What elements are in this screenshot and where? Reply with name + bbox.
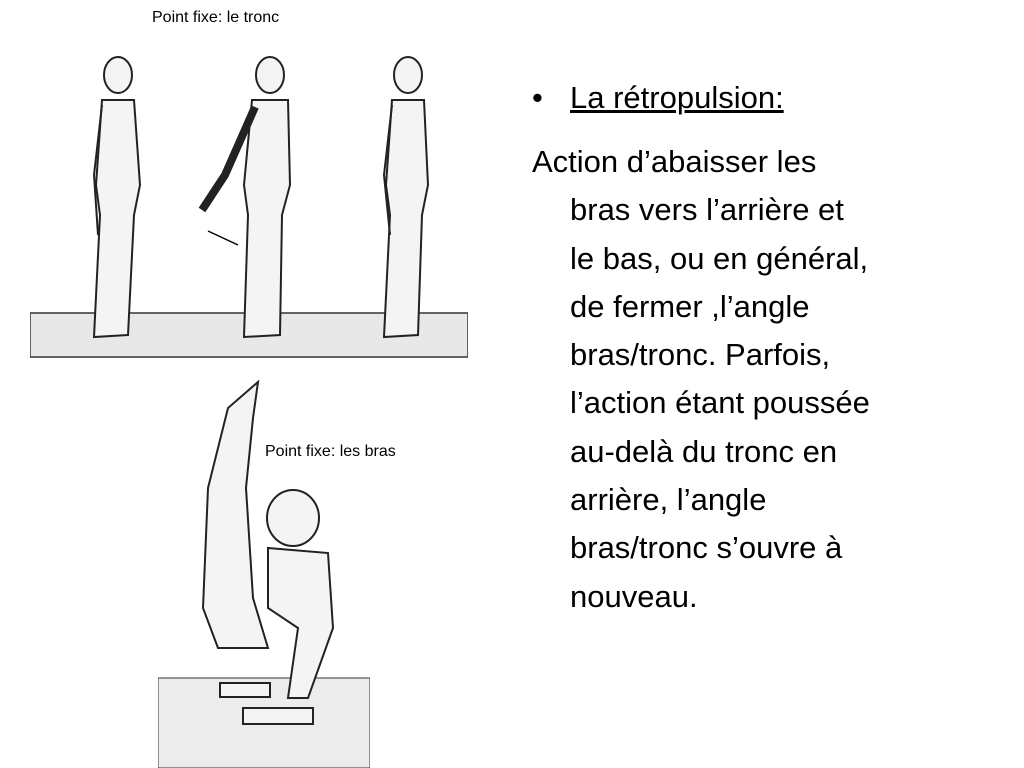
paragraph-line: bras vers l’arrière et [570, 192, 844, 228]
paragraph-line: Action d’abaisser les [532, 144, 817, 179]
handstand-figure-illustration [158, 378, 370, 768]
standing-figures-illustration [30, 45, 468, 360]
paragraph-line: le bas, ou en général, [570, 240, 869, 276]
heading-text: La rétropulsion: [570, 80, 784, 115]
paragraph-line: de fermer ,l’angle [570, 288, 810, 324]
description-paragraph [532, 138, 870, 621]
caption-point-fixe-tronc: Point fixe: le tronc [152, 9, 280, 26]
paragraph-line: arrière, l’angle [570, 482, 767, 518]
arrow-icon [208, 231, 238, 245]
bullet-icon: • [532, 80, 543, 115]
paragraph-line: nouveau. [570, 578, 698, 614]
paragraph-line: bras/tronc s’ouvre à [570, 530, 843, 566]
paragraph-line: bras/tronc. Parfois, [570, 337, 831, 373]
paragraph-line: au-delà du tronc en [570, 433, 838, 469]
paragraph-line: l’action étant poussée [570, 385, 870, 421]
caption-point-fixe-bras: Point fixe: les bras [265, 443, 396, 460]
